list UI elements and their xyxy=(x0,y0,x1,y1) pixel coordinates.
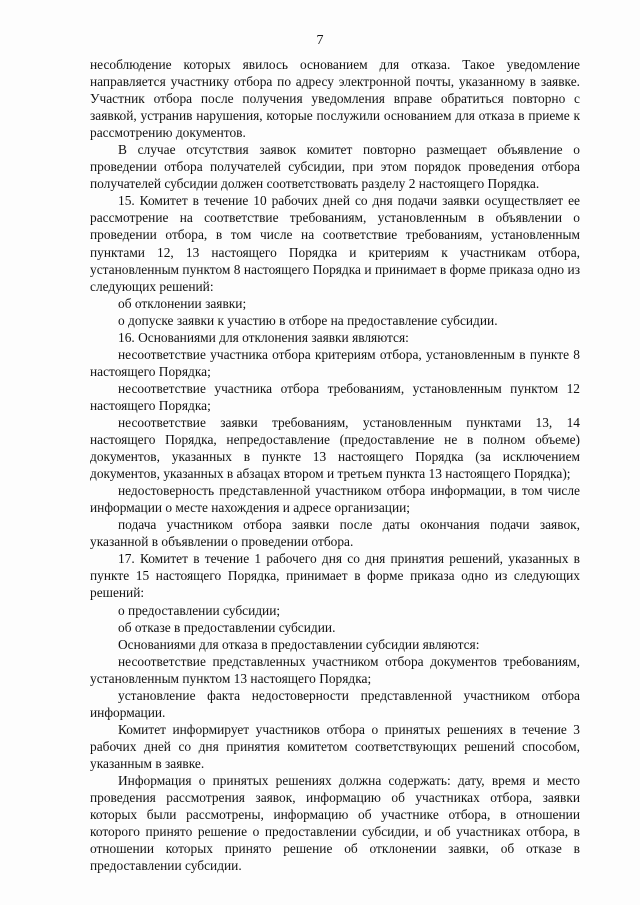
paragraph: 17. Комитет в течение 1 рабочего дня со дня принятия решений, указанных в пункте 15 настоящего Порядка, принимает в форме приказа одно из следующих решений: xyxy=(90,551,580,601)
paragraph: подача участником отбора заявки после даты окончания подачи заявок, указанной в объявлении о проведении отбора. xyxy=(90,517,580,550)
paragraph: В случае отсутствия заявок комитет повторно размещает объявление о проведении отбора получателей субсидии, при этом порядок проведения отбора получателей субсидии должен соответствовать разделу 2 настоящего Порядка. xyxy=(90,142,580,192)
paragraph: об отклонении заявки; xyxy=(118,295,247,311)
paragraph: несоответствие заявки требованиям, установленным пунктами 13, 14 настоящего Порядка, непредоставление (предоставление не в полном объеме) документов, указанных в пункте 13 настоящего Порядка (за исключением документов, указанных в абзацах втором и третьем пункта 13 настоящего Порядка); xyxy=(90,414,580,482)
paragraph: несоблюдение которых явилось основанием для отказа. Такое уведомление направляется участнику отбора по адресу электронной почты, указанному в заявке. Участник отбора после получения уведомления вправе обратиться повторно с заявкой, устранив нарушения, которые послужили основанием для отказа в приеме к рассмотрению документов. xyxy=(90,57,580,141)
paragraph: об отказе в предоставлении субсидии. xyxy=(118,619,336,635)
document-body xyxy=(90,56,580,874)
paragraph: несоответствие представленных участником отбора документов требованиям, установленным пунктом 13 настоящего Порядка; xyxy=(90,653,580,686)
paragraph: Комитет информирует участников отбора о принятых решениях в течение 3 рабочих дней со дня принятия комитетом соответствующих решений способом, указанным в заявке. xyxy=(90,721,580,771)
paragraph: несоответствие участника отбора критериям отбора, установленным в пункте 8 настоящего Порядка; xyxy=(90,346,580,379)
paragraph: недостоверность представленной участником отбора информации, в том числе информации о месте нахождения и адресе организации; xyxy=(90,483,580,516)
paragraph: установление факта недостоверности представленной участником отбора информации. xyxy=(90,687,580,720)
paragraph: 15. Комитет в течение 10 рабочих дней со дня подачи заявки осуществляет ее рассмотрение на соответствие требованиям, установленным в объявлении о проведении отбора, в том числе на соответствие требованиям, установленным пунктами 12, 13 настоящего Порядка и критериям к участникам отбора, установленным пунктом 8 настоящего Порядка и принимает в форме приказа одно из следующих решений: xyxy=(90,193,580,294)
paragraph: Информация о принятых решениях должна содержать: дату, время и место проведения рассмотрения заявок, информацию об участниках отбора, заявки которых были рассмотрены, информацию об участнике отбора, в отношении которого принято решение о предоставлении субсидии, и об участниках отбора, в отношении которых принято решение об отклонении заявки, об отказе в предоставлении субсидии. xyxy=(90,772,580,874)
paragraph: о допуске заявки к участию в отборе на предоставление субсидии. xyxy=(118,312,498,328)
paragraph: Основаниями для отказа в предоставлении субсидии являются: xyxy=(118,636,480,652)
paragraph: несоответствие участника отбора требованиям, установленным пунктом 12 настоящего Порядка; xyxy=(90,380,580,413)
paragraph: 16. Основаниями для отклонения заявки являются: xyxy=(118,329,409,345)
paragraph: о предоставлении субсидии; xyxy=(118,602,281,618)
page-number: 7 xyxy=(316,33,324,48)
